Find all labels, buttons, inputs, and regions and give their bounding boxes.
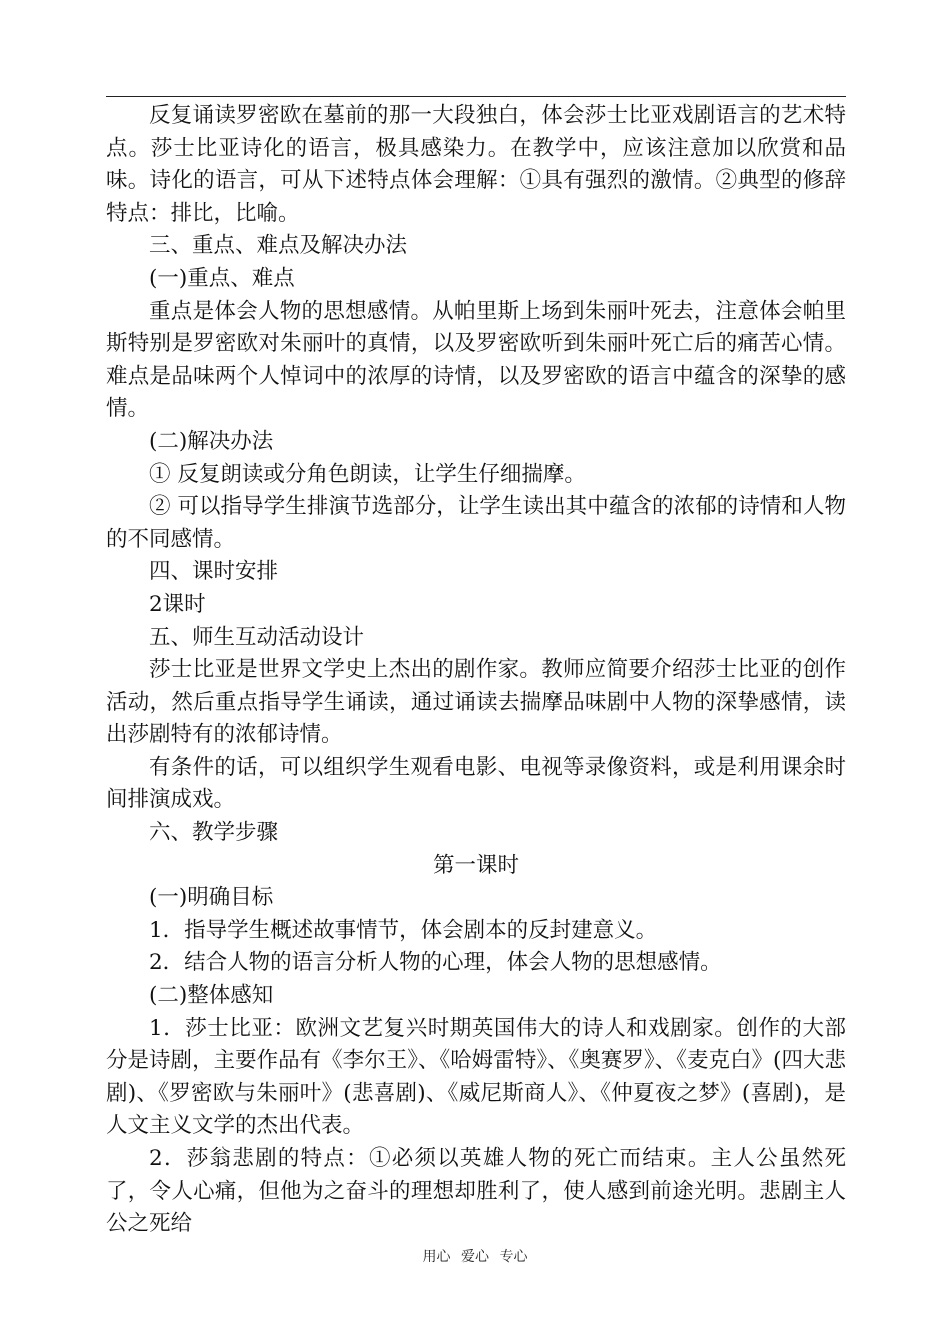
document-body — [106, 100, 846, 1241]
subheading-goals: (一)明确目标 — [149, 885, 274, 911]
paragraph-key-difficult: 重点是体会人物的思想感情。从帕里斯上场到朱丽叶死去，注意体会帕里斯特别是罗密欧对朱丽叶的真情，以及罗密欧听到朱丽叶死亡后的痛苦心情。难点是品味两个人悼词中的浓厚的诗情，以及罗密欧的语言中蕴含的深挚的感情。 — [106, 298, 846, 422]
paragraph-shakespeare: 1．莎士比亚：欧洲文艺复兴时期英国伟大的诗人和戏剧家。创作的大部分是诗剧，主要作品有《李尔王》、《哈姆雷特》、《奥赛罗》、《麦克白》(四大悲剧)、《罗密欧与朱丽叶》(悲喜剧)、《威尼斯商人》、《仲夏夜之梦》(喜剧)，是人文主义文学的杰出代表。 — [106, 1015, 846, 1139]
subheading-key-difficult: (一)重点、难点 — [149, 265, 295, 291]
list-item-goal-2: 2．结合人物的语言分析人物的心理，体会人物的思想感情。 — [149, 950, 722, 976]
list-item-solution-2: ② 可以指导学生排演节选部分，让学生读出其中蕴含的浓郁的诗情和人物的不同感情。 — [106, 494, 846, 552]
paragraph-recitation: 反复诵读罗密欧在墓前的那一大段独白，体会莎士比亚戏剧语言的艺术特点。莎士比亚诗化的语言，极具感染力。在教学中，应该注意加以欣赏和品味。诗化的语言，可从下述特点体会理解：①具有强烈的激情。②典型的修辞特点：排比，比喻。 — [106, 103, 846, 226]
paragraph-schedule: 2课时 — [149, 591, 206, 617]
section-heading-key-points: 三、重点、难点及解决办法 — [149, 233, 408, 259]
page-footer: 用心 爱心 专心 — [422, 1249, 528, 1265]
section-heading-steps: 六、教学步骤 — [149, 820, 279, 846]
list-item-goal-1: 1．指导学生概述故事情节，体会剧本的反封建意义。 — [149, 917, 658, 943]
lesson-title: 第一课时 — [432, 852, 519, 878]
paragraph-conditions: 有条件的话，可以组织学生观看电影、电视等录像资料，或是利用课余时间排演成戏。 — [106, 754, 846, 813]
section-heading-schedule: 四、课时安排 — [149, 559, 279, 585]
paragraph-activities: 莎士比亚是世界文学史上杰出的剧作家。教师应简要介绍莎士比亚的创作活动，然后重点指导学生诵读，通过诵读去揣摩品味剧中人物的深挚感情，读出莎剧特有的浓郁诗情。 — [106, 657, 846, 748]
list-item-solution-1: ① 反复朗读或分角色朗读，让学生仔细揣摩。 — [149, 461, 586, 487]
section-heading-activities: 五、师生互动活动设计 — [149, 624, 365, 650]
header-rule — [106, 96, 846, 97]
subheading-overview: (二)整体感知 — [149, 983, 274, 1009]
paragraph-tragedy-features: 2．莎翁悲剧的特点：①必须以英雄人物的死亡而结束。主人公虽然死了，令人心痛，但他为之奋斗的理想却胜利了，使人感到前途光明。悲剧主人公之死给 — [106, 1146, 846, 1237]
subheading-solutions: (二)解决办法 — [149, 428, 274, 454]
